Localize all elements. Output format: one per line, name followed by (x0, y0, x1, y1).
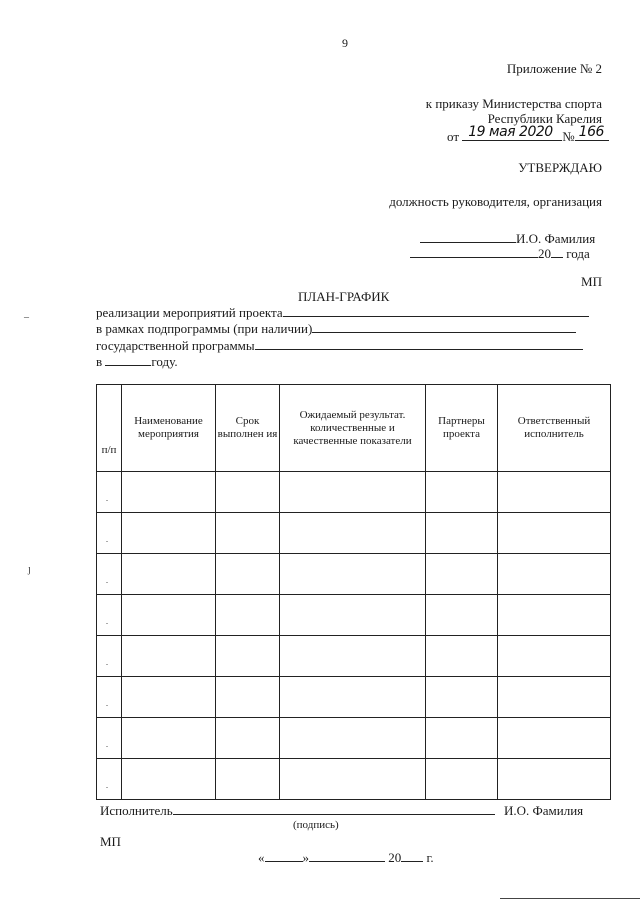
header-cell-responsible: Ответственный исполнитель (498, 385, 611, 472)
table-cell[interactable] (216, 472, 280, 513)
row-mark: . (106, 576, 108, 585)
footer-year-blank (401, 849, 423, 862)
table-cell[interactable] (498, 554, 611, 595)
margin-mark-1: – (24, 312, 29, 323)
approver-name: И.О. Фамилия (516, 231, 596, 246)
table-cell[interactable] (426, 759, 498, 800)
order-line-1: к приказу Министерства спорта (425, 96, 602, 111)
header-cell-partners: Партнеры проекта (426, 385, 498, 472)
table-cell[interactable] (280, 595, 426, 636)
header-cell-event-name: Наименование мероприятия (122, 385, 216, 472)
order-from-prefix: от (447, 129, 460, 144)
table-row (97, 759, 611, 800)
table-cell[interactable] (280, 718, 426, 759)
table-cell[interactable] (498, 472, 611, 513)
table-cell[interactable] (426, 718, 498, 759)
row-mark: . (106, 535, 108, 544)
table-cell[interactable] (216, 677, 280, 718)
table-cell[interactable] (97, 718, 122, 759)
intro-line-1-blank (283, 304, 589, 317)
table-cell[interactable] (498, 595, 611, 636)
intro-line-2-text: в рамках подпрограммы (при наличии) (96, 321, 313, 336)
approval-date-blank (410, 245, 538, 258)
intro-line-3 (96, 337, 583, 354)
table-cell[interactable] (498, 636, 611, 677)
footer-date-close-quote: » (302, 850, 309, 865)
footer-date-open-quote: « (258, 850, 265, 865)
order-date-handwritten: 19 мая 2020 (468, 124, 553, 140)
header-cell-number: п/п (97, 385, 122, 472)
table-cell[interactable] (426, 472, 498, 513)
order-date-line (447, 124, 609, 145)
order-number-blank (575, 124, 609, 141)
intro-line-3-blank (255, 337, 583, 350)
table-cell[interactable] (97, 677, 122, 718)
table-cell[interactable] (426, 513, 498, 554)
table-cell[interactable] (216, 636, 280, 677)
executor-line (100, 802, 583, 819)
table-cell[interactable] (426, 554, 498, 595)
approver-position: должность руководителя, организация (389, 194, 602, 209)
signature-caption: (подпись) (293, 819, 339, 831)
row-mark: . (106, 494, 108, 503)
table-cell[interactable] (280, 636, 426, 677)
table-row (97, 472, 611, 513)
table-cell[interactable] (280, 513, 426, 554)
executor-signature-blank (173, 802, 495, 815)
intro-line-2 (96, 320, 576, 337)
table-cell[interactable] (280, 554, 426, 595)
approver-signature-blank (420, 230, 516, 243)
intro-line-2-blank (312, 320, 576, 333)
table-cell[interactable] (97, 472, 122, 513)
approval-year-prefix: 20 (538, 246, 551, 261)
approve-label: УТВЕРЖДАЮ (518, 160, 602, 175)
table-cell[interactable] (122, 718, 216, 759)
table-row (97, 554, 611, 595)
table-cell[interactable] (426, 595, 498, 636)
table-cell[interactable] (97, 595, 122, 636)
intro-line-4 (96, 353, 178, 370)
table-cell[interactable] (426, 636, 498, 677)
row-mark: . (106, 617, 108, 626)
plan-schedule-table (96, 384, 611, 800)
table-row (97, 718, 611, 759)
table-cell[interactable] (97, 636, 122, 677)
table-cell[interactable] (498, 718, 611, 759)
footer-day-blank (265, 849, 303, 862)
table-cell[interactable] (498, 513, 611, 554)
table-cell[interactable] (122, 513, 216, 554)
intro-line-4-suffix: году. (151, 354, 178, 369)
approval-year-suffix: года (566, 246, 590, 261)
intro-line-4-prefix: в (96, 354, 103, 369)
table-body (97, 472, 611, 800)
table-row (97, 677, 611, 718)
table-cell[interactable] (122, 636, 216, 677)
approval-date-line (410, 245, 590, 262)
footer-year-prefix: 20 (388, 850, 402, 865)
approval-stamp-label: МП (581, 274, 602, 289)
executor-label: Исполнитель (100, 803, 173, 818)
table-cell[interactable] (280, 472, 426, 513)
executor-name: И.О. Фамилия (503, 803, 584, 818)
footer-stamp-label: МП (100, 834, 121, 849)
header-cell-expected-result: Ожидаемый результат. количественные и качественные показатели (280, 385, 426, 472)
table-cell[interactable] (280, 759, 426, 800)
table-cell[interactable] (498, 677, 611, 718)
table-cell[interactable] (97, 513, 122, 554)
footer-month-blank (309, 849, 385, 862)
table-header-row (97, 385, 611, 472)
table-row (97, 513, 611, 554)
order-date-blank (462, 124, 562, 141)
table-cell[interactable] (216, 595, 280, 636)
footer-date-line (258, 849, 434, 866)
table-row (97, 595, 611, 636)
row-mark: . (106, 740, 108, 749)
intro-line-1 (96, 304, 589, 321)
footer-year-suffix: г. (426, 850, 434, 865)
table-row (97, 636, 611, 677)
table-cell[interactable] (122, 554, 216, 595)
margin-mark-2: ȷ (28, 564, 31, 575)
order-line-2: Республики Карелия (487, 111, 602, 126)
intro-line-4-blank (105, 353, 151, 366)
table-cell[interactable] (122, 595, 216, 636)
order-number-sign: № (562, 129, 575, 144)
row-mark: . (106, 781, 108, 790)
table-cell[interactable] (216, 759, 280, 800)
table-cell[interactable] (216, 554, 280, 595)
table-cell[interactable] (426, 677, 498, 718)
table-cell[interactable] (97, 554, 122, 595)
table-cell[interactable] (97, 759, 122, 800)
page-number: 9 (342, 36, 348, 50)
approval-year-blank (551, 245, 563, 258)
row-mark: . (106, 658, 108, 667)
table-cell[interactable] (216, 718, 280, 759)
header-cell-deadline: Срок выполнен ия (216, 385, 280, 472)
table-cell[interactable] (498, 759, 611, 800)
table-cell[interactable] (280, 677, 426, 718)
table-cell[interactable] (122, 677, 216, 718)
intro-line-1-text: реализации мероприятий проекта (96, 305, 283, 320)
order-number-handwritten: 166 (578, 124, 604, 140)
document-title: ПЛАН-ГРАФИК (298, 289, 390, 304)
intro-line-3-text: государственной программы (96, 338, 255, 353)
scan-edge-line (500, 898, 640, 899)
table-cell[interactable] (122, 759, 216, 800)
appendix-label: Приложение № 2 (506, 61, 602, 76)
table-cell[interactable] (216, 513, 280, 554)
table-cell[interactable] (122, 472, 216, 513)
row-mark: . (106, 699, 108, 708)
